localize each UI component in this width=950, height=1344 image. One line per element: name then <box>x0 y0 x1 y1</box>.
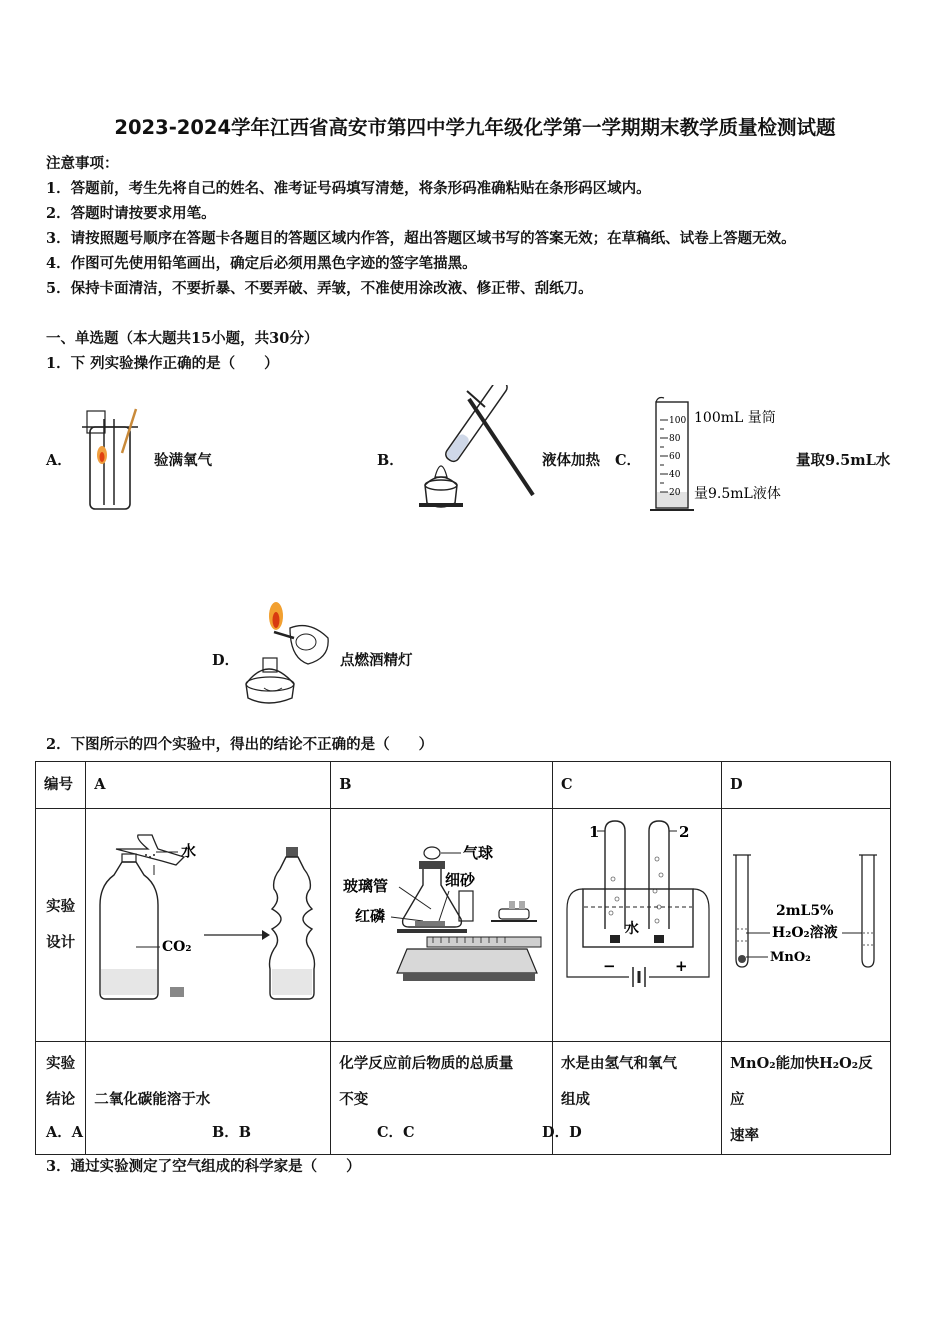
q2-design-label <box>36 809 86 1042</box>
notice-item: 4．作图可先使用铅笔画出，确定后必须用黑色字迹的签字笔描黑。 <box>46 255 477 272</box>
cylinder-tick: 100 <box>669 416 687 426</box>
q2-conclusion-text: 组成 <box>560 1091 590 1108</box>
q2-answer-option: D．D <box>542 1124 582 1141</box>
cylinder-tick: 20 <box>669 488 681 498</box>
q2-design-label-line: 设计 <box>46 934 76 951</box>
q2-figure-b-mass-conservation <box>331 809 551 1027</box>
page-title: 2023-2024学年江西省高安市第四中学九年级化学第一学期期末教学质量检测试题 <box>114 116 836 139</box>
q1-option-b-letter: B． <box>377 452 404 469</box>
q2-design-d <box>722 809 891 1042</box>
q2-answer-option: B．B <box>212 1124 252 1141</box>
q2-design-c <box>552 809 721 1042</box>
q2-conclusion-label-line: 结论 <box>46 1091 76 1108</box>
q2-conclusion-row <box>36 1042 891 1155</box>
q2-conclusion-text: 速率 <box>730 1127 759 1144</box>
q1-option-a-letter: A． <box>46 452 72 469</box>
q2-a-water-label: 水 <box>181 842 197 860</box>
cylinder-label-top: 100mL 量筒 <box>694 410 776 426</box>
q2-design-a <box>86 809 331 1042</box>
q2-column-header: B <box>331 762 553 809</box>
q2-c-water-label: 水 <box>624 921 639 937</box>
q1-option-d-caption: 点燃酒精灯 <box>340 652 413 669</box>
q1-figure-d-alcohol-lamp <box>238 598 338 708</box>
notice-heading: 注意事项： <box>46 155 119 172</box>
q2-conclusion-text: 化学反应前后物质的总质量 <box>339 1055 514 1072</box>
q1-option-c-caption: 量取9.5mL水 <box>796 452 891 469</box>
q2-d-solution-label: H₂O₂溶液 <box>772 925 838 941</box>
q1-option-a-caption: 验满氧气 <box>154 452 212 469</box>
q2-b-glass-tube-label: 玻璃管 <box>343 877 389 895</box>
q2-design-b <box>331 809 553 1042</box>
q1-figure-a-oxygen-check <box>80 405 142 511</box>
notice-item: 5．保持卡面清洁，不要折暴、不要弄破、弄皱，不准使用涂改液、修正带、刮纸刀。 <box>46 280 593 297</box>
q2-c-plus-label: + <box>674 957 688 975</box>
cylinder-tick: 60 <box>669 452 681 462</box>
cylinder-tick: 80 <box>669 434 681 444</box>
q2-b-red-p-label: 红磷 <box>355 907 386 925</box>
q2-conclusion-d <box>722 1042 891 1155</box>
question-3-stem: 3．通过实验测定了空气组成的科学家是（ ） <box>46 1158 361 1175</box>
q1-option-b-caption: 液体加热 <box>542 452 600 469</box>
q2-conclusion-text: 二氧化碳能溶于水 <box>94 1091 211 1108</box>
notice-item: 1．答题前，考生先将自己的姓名、准考证号码填写清楚，将条形码准确粘贴在条形码区域内。 <box>46 180 651 197</box>
q2-conclusion-text: 不变 <box>339 1091 369 1108</box>
q1-figure-b-liquid-heating <box>405 385 540 515</box>
notice-item: 2．答题时请按要求用笔。 <box>46 205 216 222</box>
q2-a-co2-label: CO₂ <box>162 939 192 955</box>
q2-b-balloon-label: 气球 <box>463 844 494 862</box>
q2-conclusion-label-line: 实验 <box>46 1055 76 1072</box>
q1-figure-c-measuring-cylinder <box>648 392 798 516</box>
q2-answer-option: C．C <box>377 1124 415 1141</box>
q2-conclusion-b <box>331 1042 553 1155</box>
q2-c-minus-label: − <box>602 957 616 975</box>
q2-column-header: D <box>722 762 891 809</box>
q2-conclusion-text: 水是由氢气和氧气 <box>560 1055 677 1072</box>
q2-d-solution-label: 2mL5% <box>776 903 834 919</box>
cylinder-label-bottom: 量9.5mL液体 <box>694 486 781 502</box>
cylinder-tick: 40 <box>669 470 681 480</box>
q2-design-label-line: 实验 <box>46 898 76 915</box>
notice-item: 3．请按照题号顺序在答题卡各题目的答题区域内作答，超出答题区域书写的答案无效；在草稿纸、试卷上答题无效。 <box>46 230 796 247</box>
q2-figure-c-water-electrolysis <box>553 809 721 1027</box>
q2-column-header: A <box>86 762 331 809</box>
q1-option-d-letter: D． <box>212 652 240 669</box>
q2-header-row <box>36 762 891 809</box>
q2-d-mno2-label: MnO₂ <box>770 950 811 965</box>
q2-conclusion-a <box>86 1042 331 1155</box>
q1-option-c-letter: C． <box>615 452 642 469</box>
question-2-stem: 2．下图所示的四个实验中，得出的结论不正确的是（ ） <box>46 736 434 753</box>
question-1-stem: 1．下 列实验操作正确的是（ ） <box>46 355 279 372</box>
q2-header-label: 编号 <box>36 762 86 809</box>
q2-design-row <box>36 809 891 1042</box>
q2-figure-a-co2-bottle <box>86 809 330 1027</box>
section-heading: 一、单选题（本大题共15小题，共30分） <box>46 330 319 347</box>
q2-figure-d-catalyst <box>722 809 890 1027</box>
q2-column-header: C <box>552 762 721 809</box>
q2-c-tube-2-label: 2 <box>678 823 690 841</box>
q2-table <box>35 761 891 1155</box>
q2-b-sand-label: 细砂 <box>445 871 476 889</box>
q2-c-tube-1-label: 1 <box>588 823 600 841</box>
q2-answer-option: A．A <box>46 1124 84 1141</box>
q2-conclusion-text: MnO₂能加快H₂O₂反应 <box>730 1055 873 1108</box>
